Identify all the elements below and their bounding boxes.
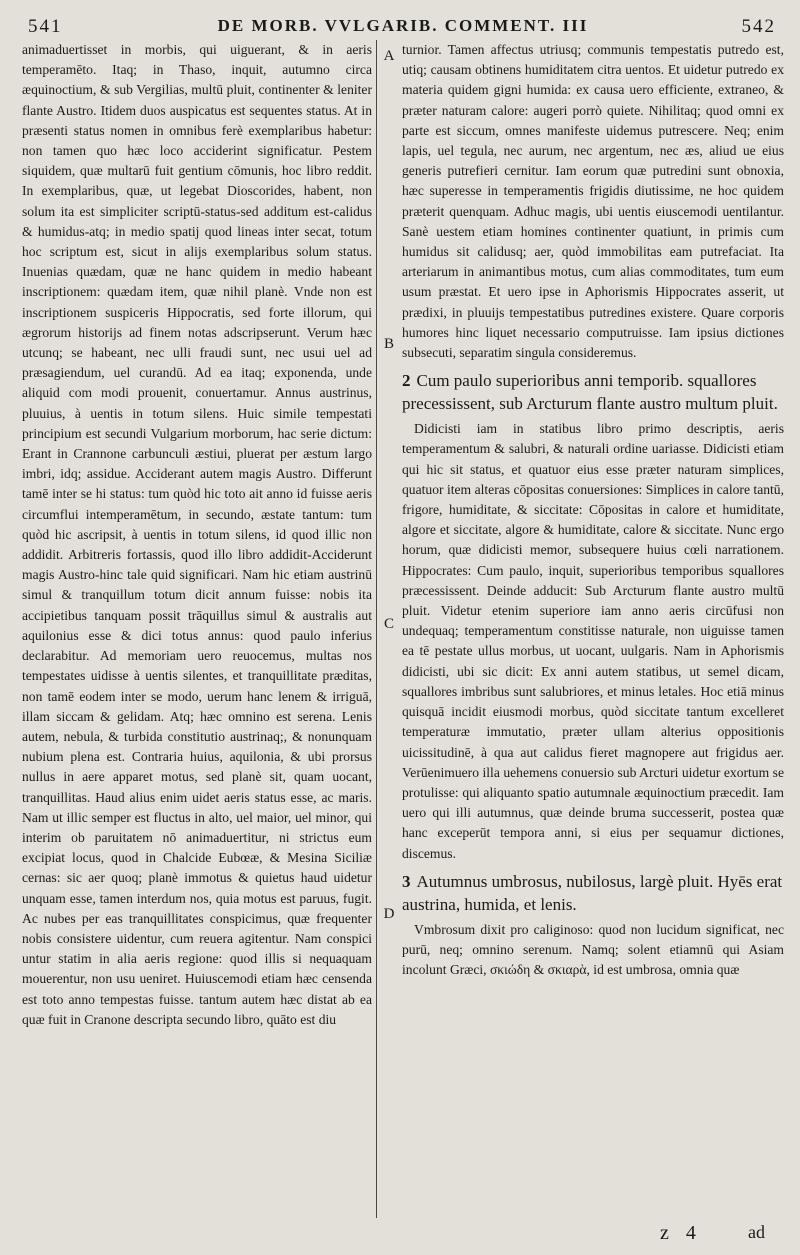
section-3-number: 3 (402, 871, 411, 891)
margin-marker-d: D (383, 906, 395, 922)
section-3-heading (402, 870, 784, 916)
right-column-intro: turnior. Tamen affectus utriusq; communis tempestatis putredo est, utiq; causam obtinens humiditatem citra uentos. Et uidetur putredo ex materia quidem gigni humida: ex causa uero efficiente, extraneo, & præter naturam calore: augeri porrò quiete. Nihilitaq; quod omni ex parte est siccum, omnes manifeste uidemus putrescere. Neq; enim lapis, uel tegula, nec aurum, nec argentum, nec æs, aliud ue eius generis putrefieri cernitur. Iam eorum quæ putredini sunt obnoxia, hæc superesse in temperamentis frigidis diutissime, ne hoc quidem præterit quenquam. Adhuc magis, ubi uentis eiuscemodi uentilantur. Sanè uestem etiam homines continenter quatiunt, in primis cum humidus sit calidusq; aer, quòd immobilitas eam putrefaciat. Ita arteriarum in animantibus motus, cum alias commoditates, tum eum usum præstat. Et uero ipse in Aphorismis Hippocrates asserit, ut prædixi, in pluuijs tempestatibus putredines existere. Quare corporis humores hinc liquet necessario computruisse. Iam ipsius dictiones subsecuti, separatim singula consideremus. (402, 42, 784, 361)
running-title: DE MORB. VVLGARIB. COMMENT. III (217, 16, 589, 35)
section-2-number: 2 (402, 371, 411, 391)
signature-mark: z 4 (660, 1222, 702, 1244)
section-2-text: Didicisti iam in statibus libro primo descriptis, aeris temperamentum & salubri, & naturali ordine uariasse. Didicisti etiam qui hic sit status, et quatuor eius esse præter naturam simplices, quatuor item alteras cōpositas conuersiones: Simplices in calore tantū, frigore, humiditate, & siccitate: Cōpositas in calore et humiditate, algore et siccitate, algore & humiditate, calore & siccitate. Nunc ergo horum, quæ didicisti memor, subsequere huius cœli narrationem. Hippocrates: Cum paulo, inquit, superioribus temporibus squallores præcessissent. Deinde adducit: Sub Arcturum flante austro multū pluit. Videtur etenim superiore iam anno aeris circūfusi non undequaq; temperamentum constitisse naturale, non uiguisse tamen ea tē pestate ullus morbus, ut uocant, uulgaris. Nam in Aphorismis didicisti, ubi sic dicit: Ex anni autem statibus, ut semel dicam, squallores imbribus sunt salubriores, et minus letales. Hoc etiā minus quisquā incidit eiusmodi morbus, quòd siccitate tantum excelleret temperaturæ immutatio, præter ullam alterius oppositionis uicissitudinē, à qua aut calidus fieret magnopere aut frigidus aer. Verūenimuero illa uehemens conuersio sub Arcturi uidetur exortum se protulisse: qui aliquanto spatio autumnale æquinoctium præcedit. Iam uero qui illi autumnus, quæ deinde bruma successerit, postea quæ hanc exceperūt tempora anni, si eius per sequamur dictiones, discemus. (402, 421, 784, 861)
section-2-heading (402, 369, 784, 415)
page-footer (0, 1222, 800, 1248)
text-columns (22, 40, 784, 1218)
right-page-number: 542 (741, 16, 776, 37)
section-3-title: Autumnus umbrosus, nubilosus, largè pluit. Hyēs erat austrina, humida, et lenis. (402, 871, 783, 914)
left-page-number: 541 (28, 16, 63, 37)
section-2-title: Cum paulo superioribus anni temporib. squallores precessissent, sub Arcturum flante austro multum pluit. (402, 371, 778, 414)
left-column-text: animaduertisset in morbis, qui uiguerant, & in aeris temperamēto. Itaq; in Thaso, inquit, autumno circa æquinoctium, & sub Vergilias, multū pluit, continenter & leniter flante Austro. Itidem duos auspicatus est sequentes status. At in præsenti status nomen in omnibus ferè exemplaribus habetur: non tamen quo hæc loco acciderint significatur. Pestem siquidem, quæ multarū fuit gentium cōmunis, hoc libro reddit. In exemplaribus, quæ, ut legebat Dioscorides, habent, non solum ita est simpliciter scriptū-status-sed additum est-calidus & humidus-atq; in medio spatij quod lineas inter secat, totum hoc scriptum est, sicut in alijs exemplaribus solum status. Inuenias quædam, quæ ne hanc quidem in medio habeant inscriptionem: quædam item, quæ nihil planè. Vnde non est inscriptionem suspiceris Hippocratis, sed forte illorum, qui ægrorum historijs ad finem notas adscripserunt. Verum hæc utcunq; se habeant, nec ulli fraudi sunt, nec usui uel ad præsagiendum, uel curandū. Ad ea itaq; exponenda, unde aliquid com modi prouenit, conuertamur. Annus austrinus, pluuius, à uentis in totum silens. Huic simile tempestati principium est secundi Vulgarium morborum, hac serie dictum: Erant in Crannone carbunculi æstiui, pluerat per æstum largo imbri, idq; assidue. Acciderant autem magis Austro. Differunt tamē inter se hi status: tum quòd hic toto ait anno id fuisse aeris circumflui intemperamētum, in secundo, æstate tantum: tum quòd hic ascripsit, à uentis in totum silens, id quod illic non addidit. Arbitreris fortassis, quod illo libro addidit-Acciderunt magis Austro-hinc tale quid significari. Nam hic etiam austrinū simul & tranquillum totum dicit annum fuisse: nobis ita accipietibus tanquam possit trāquillus simul & australis aut aquilonius esse & dici totus annus: quod paulo inferius declarabitur. Ad memoriam uero reuocemus, multas nos tempestates uidisse à uentis silentes, et tranquillitate præditas, non tamē eodem inter se modo, uerum hanc lenem & irriguā, illam siccam & gelidam. Atq; hæc omnino est serena. Lenis autem, nebula, & turbida constitutio austrinaq;, & nonunquam nubium plena est. Contraria huius, aquilonia, & ubi prorsus nullus in aere apparet motus, sed planè sit, quam uocant, tranquillitas. Haud alius enim uidet aeris status esse, ac maris. Nam ut illic semper est fluctus in alto, uel maior, uel minor, qui interim ob paruitatem nō animaduertitur, ni strictus eum excipiat locus, quod in Chalcide Eubœæ, & Mesina Siciliæ cernas: sic aer quoq; planè immotus & quietus haud uidetur unquam esse, tamen interdum nos, quia motus est paruus, fugit. Ac nubes per eas tranquillitates conspicimus, quæ frequenter nobis consistere uidentur, cum reuera agitentur. Nam conspici untur statim in alia aeris regione: quod illis si nequaquam mouerentur, non usu ueniret. Huiuscemodi etiam hæc censenda est toto anno tempestas fuisse. tantum autem hæc distat ab ea quæ fuit in Cranone descripta secundo libro, quāto est diu (22, 42, 372, 1027)
running-header (22, 10, 784, 38)
margin-marker-c: C (383, 616, 394, 632)
margin-marker-a: A (383, 48, 395, 64)
column-gutter (376, 40, 399, 1218)
left-column (22, 40, 372, 1218)
margin-marker-b: B (383, 336, 394, 352)
section-3-text: Vmbrosum dixit pro caliginoso: quod non lucidum significat, nec purū, neq; omnino serenum. Namq; solent etiamnū qui Asiam incolunt Græci, σκιώδη & σκιαρὰ, id est umbrosa, omnia quæ (402, 921, 784, 978)
right-column (402, 40, 784, 1218)
catchword: ad (748, 1222, 765, 1242)
